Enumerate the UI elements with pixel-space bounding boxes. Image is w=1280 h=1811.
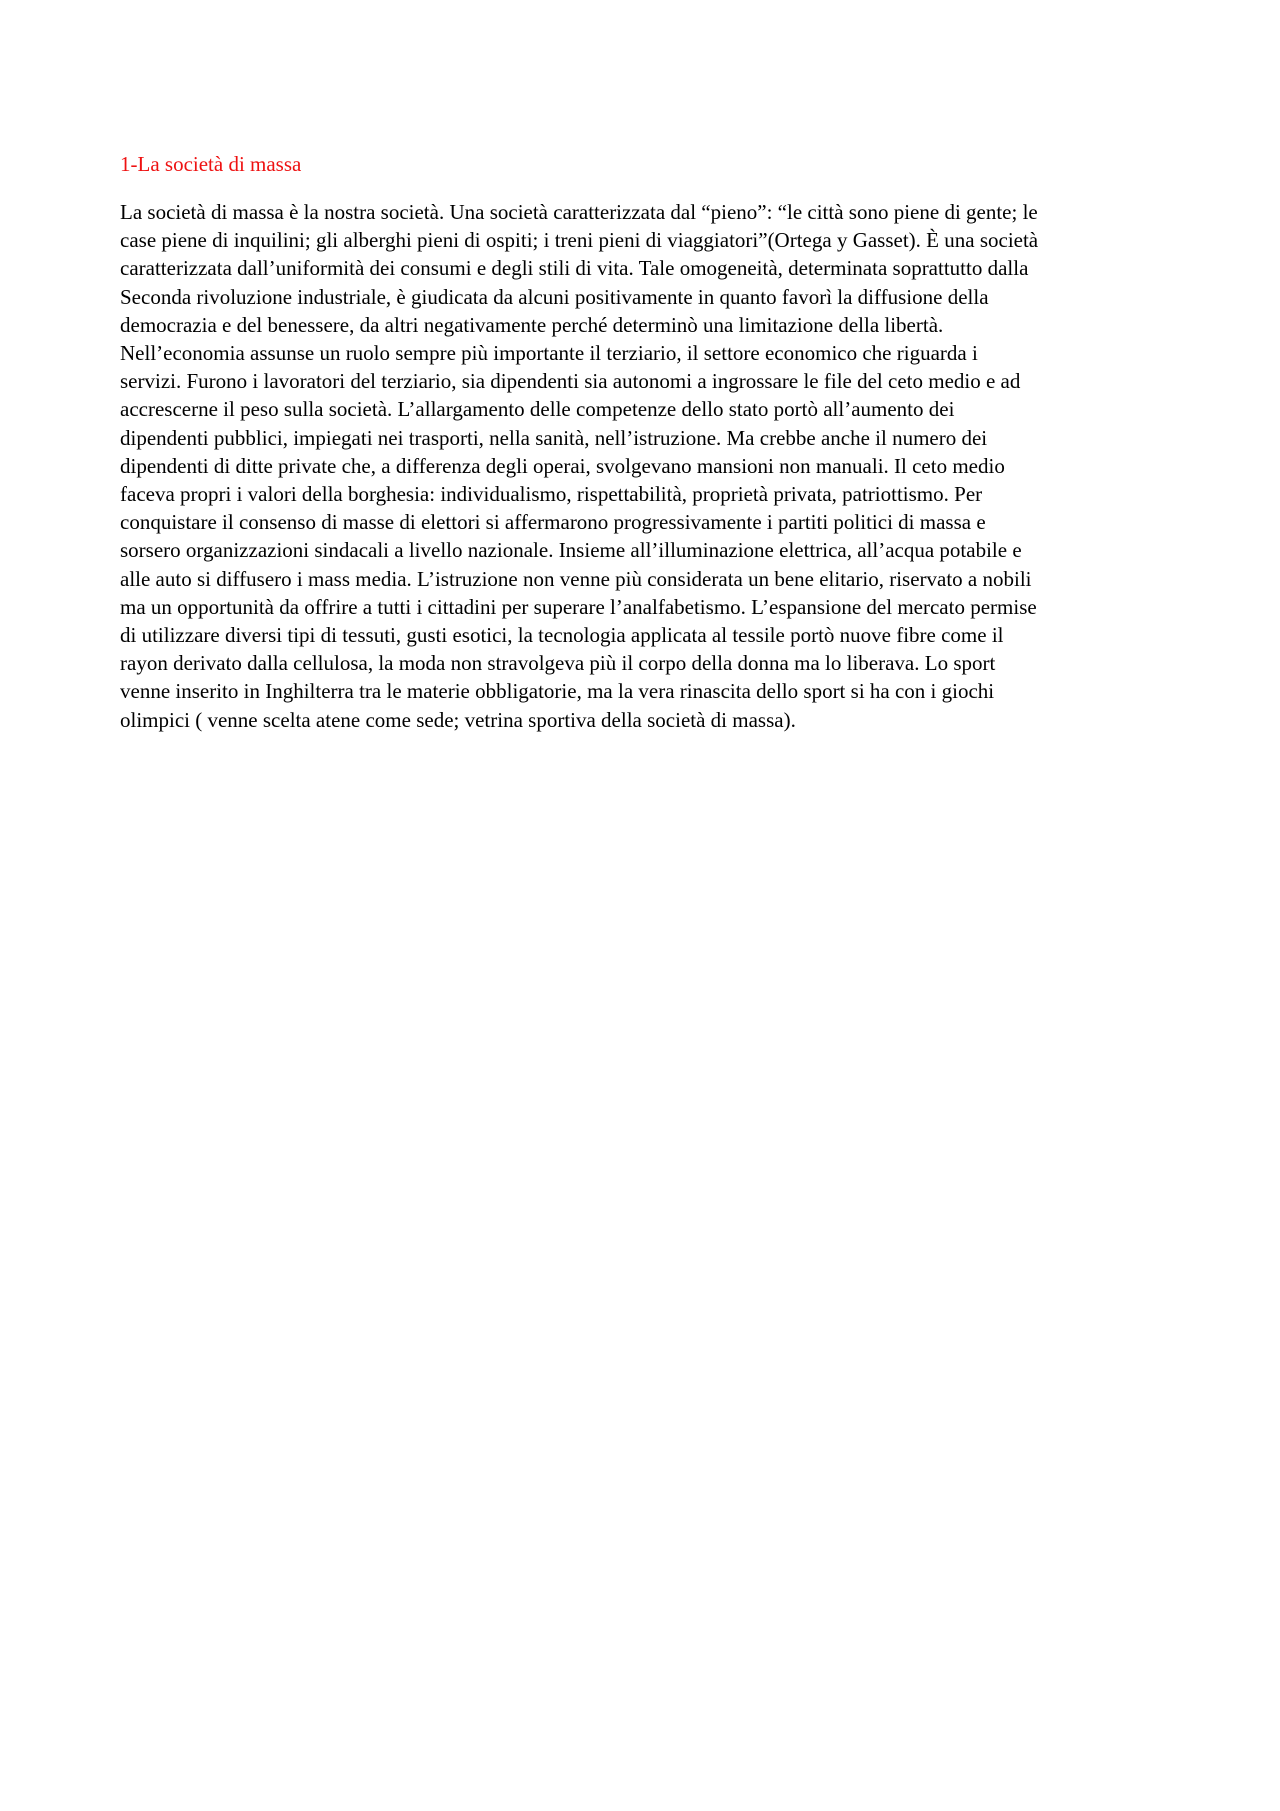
text-line: La società di massa è la nostra società. Una società caratterizzata dal “pieno”: “le città sono piene di gente; le: [120, 200, 1038, 224]
text-line: ma un opportunità da offrire a tutti i cittadini per superare l’analfabetismo. L’espansione del mercato permise: [120, 594, 1037, 619]
text-line: olimpici ( venne scelta atene come sede; vetrina sportiva della società di massa).: [120, 707, 796, 732]
text-line: case piene di inquilini; gli alberghi pieni di ospiti; i treni pieni di viaggiatori”(Ortega y Gasset). È una società: [120, 228, 1039, 253]
text-line: dipendenti pubblici, impiegati nei trasporti, nella sanità, nell’istruzione. Ma crebbe anche il numero dei: [120, 425, 988, 450]
text-line: di utilizzare diversi tipi di tessuti, gusti esotici, la tecnologia applicata al tessile portò nuove fibre come il: [120, 623, 1004, 648]
text-line: Seconda rivoluzione industriale, è giudicata da alcuni positivamente in quanto favorì la diffusione della: [120, 284, 989, 309]
text-line: dipendenti di ditte private che, a differenza degli operai, svolgevano mansioni non manuali. Il ceto medio: [120, 453, 1005, 478]
text-line: servizi. Furono i lavoratori del terziario, sia dipendenti sia autonomi a ingrossare le file del ceto medio e ad: [120, 369, 1021, 394]
text-line: democrazia e del benessere, da altri negativamente perché determinò una limitazione della libertà.: [120, 312, 944, 337]
text-line: accrescerne il peso sulla società. L’allargamento delle competenze dello stato portò all’aumento dei: [120, 397, 955, 422]
text-line: sorsero organizzazioni sindacali a livello nazionale. Insieme all’illuminazione elettrica, all’acqua potabile e: [120, 538, 1022, 563]
text-line: alle auto si diffusero i mass media. L’istruzione non venne più considerata un bene elitario, riservato a nobili: [120, 566, 1032, 591]
body-paragraph: [120, 198, 1170, 734]
text-line: caratterizzata dall’uniformità dei consumi e degli stili di vita. Tale omogeneità, determinata soprattutto dalla: [120, 256, 1029, 281]
text-line: venne inserito in Inghilterra tra le materie obbligatorie, ma la vera rinascita dello sport si ha con i giochi: [120, 679, 995, 704]
text-line: rayon derivato dalla cellulosa, la moda non stravolgeva più il corpo della donna ma lo liberava. Lo sport: [120, 651, 996, 676]
text-line: Nell’economia assunse un ruolo sempre più importante il terziario, il settore economico che riguarda i: [120, 341, 978, 366]
text-line: faceva propri i valori della borghesia: individualismo, rispettabilità, proprietà privata, patriottismo. Per: [120, 482, 983, 507]
text-line: conquistare il consenso di masse di elettori si affermarono progressivamente i partiti politici di massa e: [120, 510, 986, 535]
section-heading: 1-La società di massa: [120, 152, 302, 176]
